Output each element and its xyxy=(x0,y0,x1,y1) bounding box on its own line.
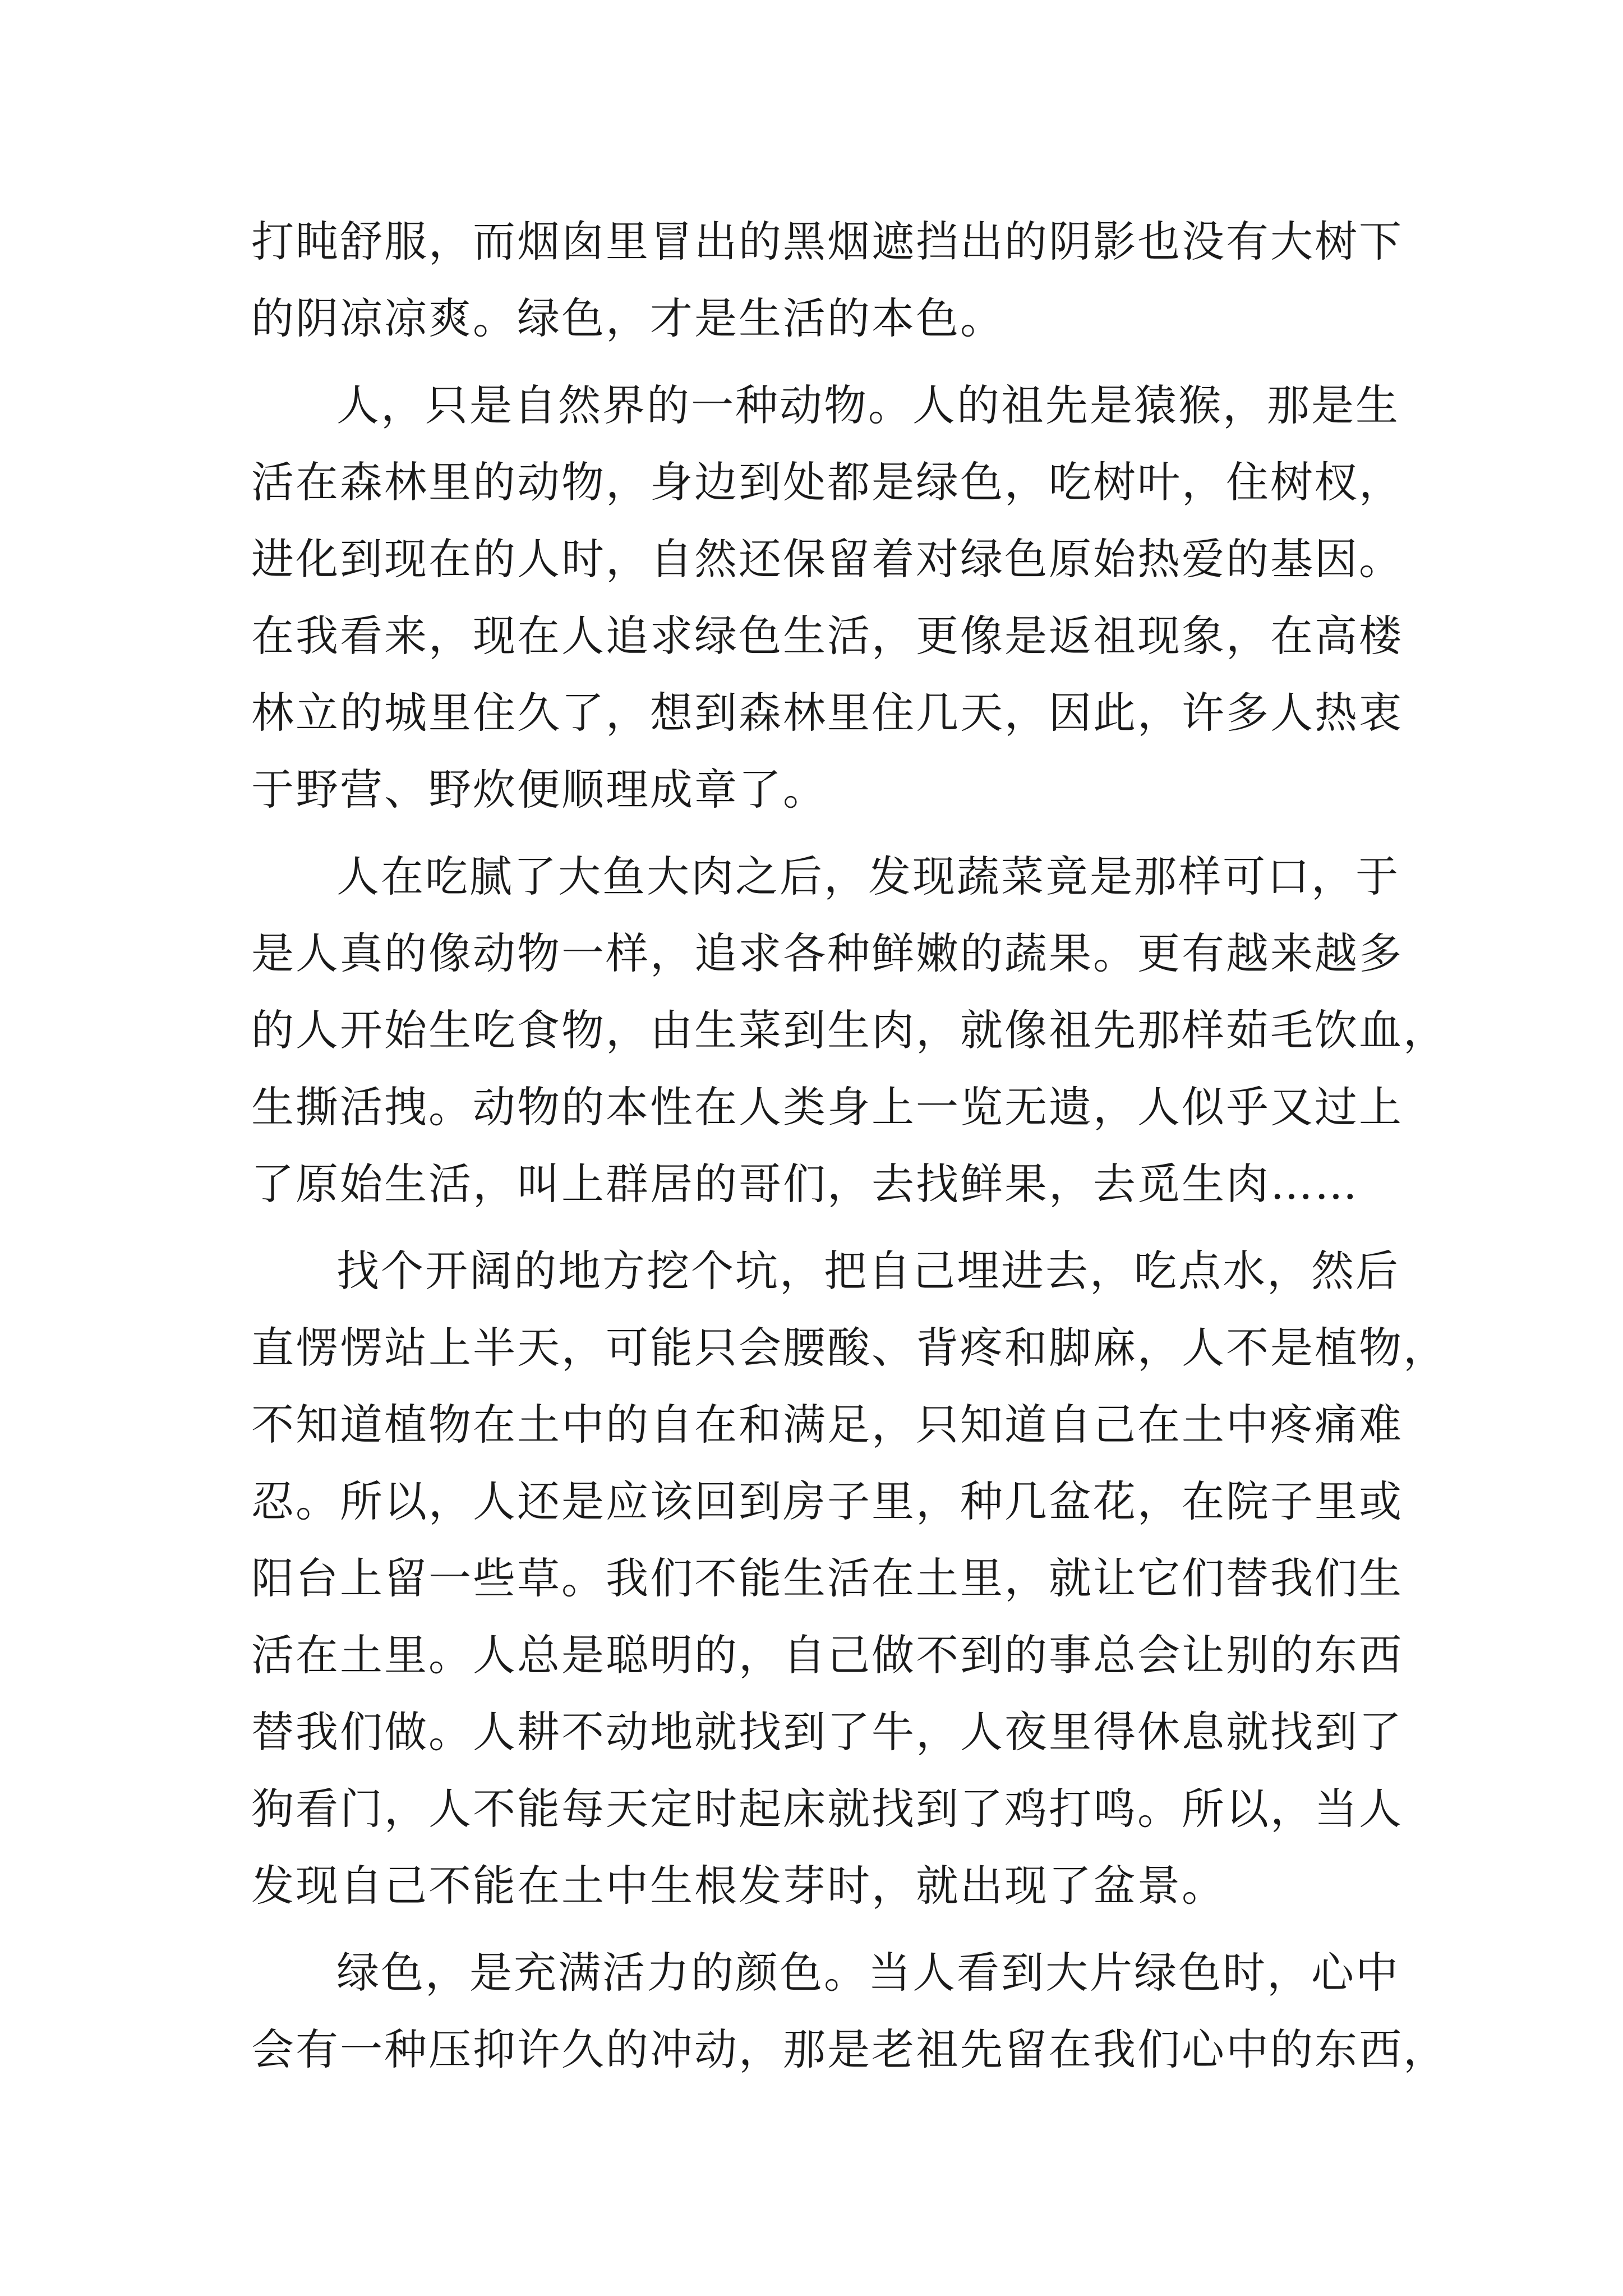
text-line: 替我们做。人耕不动地就找到了牛，人夜里得休息就找到了 xyxy=(251,1707,1403,1757)
text-line: 的人开始生吃食物，由生菜到生肉，就像祖先那样茹毛饮血， xyxy=(251,1005,1447,1055)
document-body xyxy=(251,203,1447,2088)
text-line: 活在土里。人总是聪明的，自己做不到的事总会让别的东西 xyxy=(251,1630,1403,1680)
text-line: 于野营、野炊便顺理成章了。 xyxy=(251,765,827,815)
text-line: 打盹舒服，而烟囱里冒出的黑烟遮挡出的阴影也没有大树下 xyxy=(251,217,1403,266)
paragraph-first-line: 人在吃腻了大鱼大肉之后，发现蔬菜竟是那样可口，于 xyxy=(336,852,1400,901)
text-line: 的阴凉凉爽。绿色，才是生活的本色。 xyxy=(251,293,1004,343)
text-line: 生撕活拽。动物的本性在人类身上一览无遗，人似乎又过上 xyxy=(251,1082,1403,1132)
text-line: 忍。所以，人还是应该回到房子里，种几盆花，在院子里或 xyxy=(251,1476,1403,1526)
text-line: 发现自己不能在土中生根发芽时，就出现了盆景。 xyxy=(251,1861,1226,1911)
text-line: 进化到现在的人时，自然还保留着对绿色原始热爱的基因。 xyxy=(251,534,1403,584)
paragraph-first-line: 找个开阔的地方挖个坑，把自己埋进去，吃点水，然后 xyxy=(336,1246,1400,1296)
text-line: 不知道植物在土中的自在和满足，只知道自己在土中疼痛难 xyxy=(251,1400,1403,1450)
text-line: 直愣愣站上半天，可能只会腰酸、背疼和脚麻，人不是植物， xyxy=(251,1323,1447,1373)
text-line: 林立的城里住久了，想到森林里住几天，因此，许多人热衷 xyxy=(251,688,1403,738)
text-line: 阳台上留一些草。我们不能生活在土里，就让它们替我们生 xyxy=(251,1553,1403,1603)
text-line: 是人真的像动物一样，追求各种鲜嫩的蔬果。更有越来越多 xyxy=(251,928,1403,978)
text-line: 活在森林里的动物，身边到处都是绿色，吃树叶，住树杈， xyxy=(251,457,1403,507)
paragraph-first-line: 绿色，是充满活力的颜色。当人看到大片绿色时，心中 xyxy=(336,1948,1400,1998)
text-line: 在我看来，现在人追求绿色生活，更像是返祖现象，在高楼 xyxy=(251,611,1403,661)
text-line: 狗看门，人不能每天定时起床就找到了鸡打鸣。所以，当人 xyxy=(251,1784,1403,1834)
paragraph-first-line: 人，只是自然界的一种动物。人的祖先是猿猴，那是生 xyxy=(336,380,1400,430)
text-line: 了原始生活，叫上群居的哥们，去找鲜果，去觅生肉…… xyxy=(251,1159,1359,1209)
text-line: 会有一种压抑许久的冲动，那是老祖先留在我们心中的东西， xyxy=(251,2024,1447,2074)
